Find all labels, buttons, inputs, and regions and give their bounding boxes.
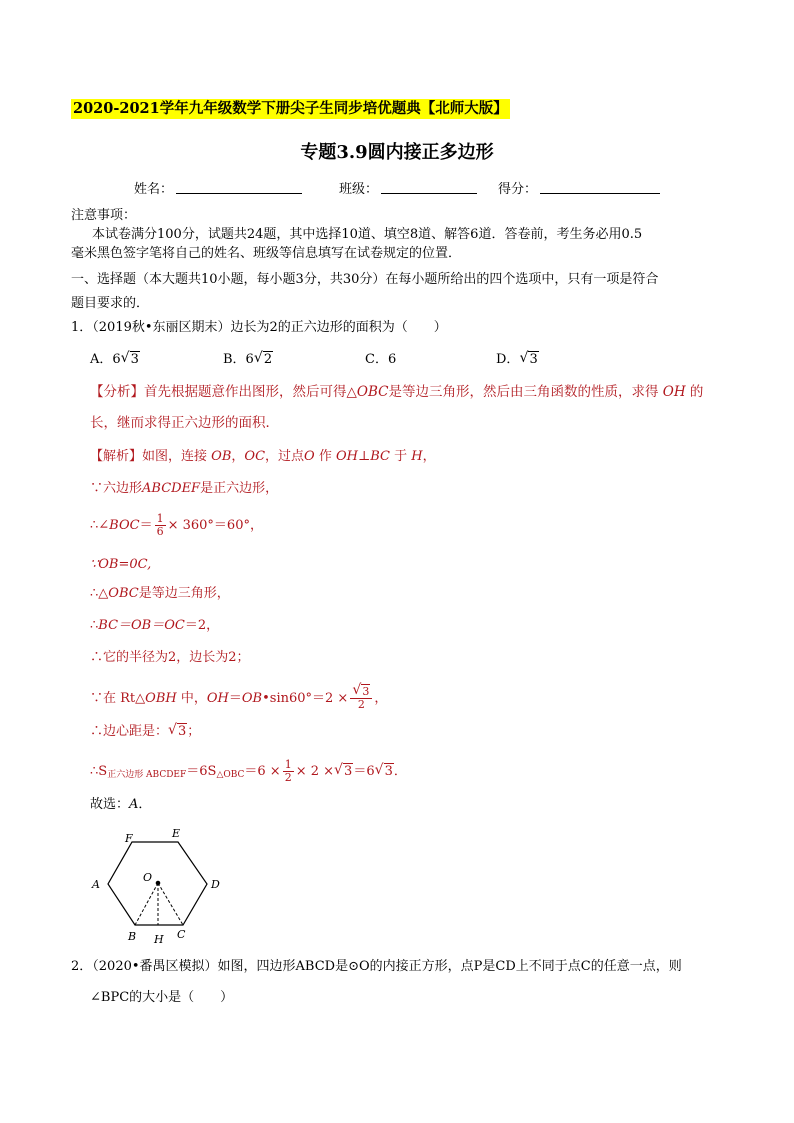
option-c: C．6 [365, 352, 397, 367]
solution-line-10 [90, 759, 407, 785]
solution-text: ∴S [90, 764, 108, 779]
fraction-numerator: 1 [284, 758, 292, 771]
option-d [496, 350, 539, 370]
option-a-radicand: 3 [130, 352, 139, 367]
analysis-text: 首先根据题意作出图形，然后可得△ [144, 384, 357, 400]
math-var: H [411, 449, 423, 464]
vertex-label-b: B [128, 930, 137, 943]
solution-line-1 [90, 447, 436, 467]
solution-text: ＝2， [184, 618, 220, 633]
fraction-numerator: 1 [156, 512, 164, 525]
vertex-label-a: A [92, 878, 100, 891]
page-title: 专题3.9圆内接正多边形 [300, 142, 494, 163]
math-var: OB [241, 691, 263, 706]
sqrt-symbol [335, 762, 353, 782]
solution-text: 如图，连接 [142, 449, 208, 464]
analysis-text: 的 [689, 384, 704, 400]
math-var: BC＝OB＝OC [98, 618, 185, 633]
math-var: BOC [109, 518, 140, 533]
solution-text: ＝ [228, 691, 242, 706]
fraction-numerator [350, 686, 372, 699]
solution-text: ＝6S [186, 764, 217, 779]
math-var: O [304, 449, 315, 464]
fraction-denominator: 2 [284, 771, 292, 784]
score-field[interactable] [540, 193, 660, 194]
notice-line-1: 本试卷满分100分，试题共24题，其中选择10道、填空8道、解答6道．答卷前，考生务必用0.5 [92, 227, 643, 242]
radicand: 3 [384, 764, 393, 779]
name-label: 姓名： [134, 182, 174, 197]
solution-text: ∴ [90, 618, 99, 633]
solution-text: ∴△ [90, 586, 109, 601]
subscript: 正六边形 ABCDEF [107, 770, 187, 780]
solution-line-5 [90, 584, 230, 604]
section-heading-line-2: 题目要求的． [71, 296, 150, 311]
math-var: ABCDEF [142, 481, 201, 496]
sqrt-symbol [376, 762, 394, 782]
notice-line-2: 毫米黑色签字笔将自己的姓名、班级等信息填写在试卷规定的位置． [71, 246, 462, 261]
vertex-label-e: E [172, 827, 181, 840]
subscript: △OBC [216, 770, 245, 780]
vertex-label-h: H [154, 933, 164, 946]
sqrt-symbol [255, 350, 273, 370]
solution-line-8 [90, 686, 387, 711]
solution-line-7: ∴它的半径为2，边长为2； [90, 650, 250, 665]
solution-tag: 【解析】 [90, 449, 143, 464]
sqrt-symbol [353, 686, 370, 698]
series-header-band: 2020-2021学年九年级数学下册尖子生同步培优题典【北师大版】 [73, 100, 508, 117]
option-b-label: B．6 [223, 352, 254, 367]
sqrt-symbol [122, 350, 140, 370]
solution-line-9 [90, 722, 200, 742]
solution-text: × 360°＝60°， [167, 518, 263, 533]
solution-text: ，过点 [265, 449, 305, 464]
hexagon-figure [85, 825, 230, 950]
answer-line [90, 795, 151, 815]
option-d-radicand: 3 [529, 352, 538, 367]
solution-line-4: ∵OB=0C, [90, 557, 152, 572]
solution-text: 是正六边形， [200, 481, 279, 496]
option-a [90, 350, 140, 370]
option-b [223, 350, 273, 370]
question-1-stem: 1．（2019秋•东丽区期末）边长为2的正六边形的面积为（ ） [71, 320, 447, 335]
solution-text: 于 [394, 449, 408, 464]
solution-line-3 [90, 513, 263, 538]
fraction [283, 759, 294, 784]
score-label: 得分： [498, 182, 538, 197]
vertex-label-d: D [211, 878, 220, 891]
solution-text: ． [393, 764, 407, 779]
math-var: OH⊥BC [336, 449, 390, 464]
solution-text: ∵在 Rt△ [90, 691, 146, 706]
radicand: 3 [344, 764, 353, 779]
solution-text: 作 [318, 449, 332, 464]
option-d-label: D． [496, 352, 520, 367]
sqrt-symbol [520, 350, 538, 370]
solution-text: ∴∠ [90, 518, 110, 533]
vertex-label-f: F [125, 832, 133, 845]
solution-text: •sin60°＝2 × [262, 691, 349, 706]
solution-line-6 [90, 616, 219, 636]
solution-text: ∴边心距是： [90, 724, 169, 739]
math-var: OBH [145, 691, 177, 706]
vertex-label-o: O [143, 871, 153, 884]
solution-text: ， [422, 449, 436, 464]
analysis-tag: 【分析】 [90, 384, 144, 400]
solution-text: ， [231, 449, 245, 464]
answer-choice: A [129, 797, 139, 812]
solution-text: ； [187, 724, 201, 739]
fraction-denominator: 6 [156, 525, 164, 538]
analysis-text: 是等边三角形，然后由三角函数的性质，求得 [388, 384, 659, 400]
math-var: OH [662, 384, 686, 400]
fraction [350, 686, 372, 711]
option-b-radicand: 2 [263, 352, 273, 367]
option-a-label: A．6 [90, 352, 121, 367]
math-var: OBC [356, 384, 389, 400]
solution-text: ＝6 × [244, 764, 281, 779]
sqrt-symbol [169, 722, 187, 742]
question-2-line-2: ∠BPC的大小是（ ） [90, 990, 234, 1005]
solution-text: ＝ [139, 518, 153, 533]
name-field[interactable] [176, 193, 302, 194]
vertex-label-c: C [177, 928, 186, 941]
solution-text: ＝6 [353, 764, 375, 779]
solution-text: × 2 × [295, 764, 335, 779]
answer-label: 故选： [90, 797, 130, 812]
analysis-line-1 [90, 382, 703, 402]
solution-text: 是等边三角形， [138, 586, 230, 601]
math-var: OB [211, 449, 232, 464]
segment-ob [135, 883, 158, 925]
solution-text: ∵六边形 [90, 481, 143, 496]
math-var: OC [244, 449, 266, 464]
analysis-line-2: 长，继而求得正六边形的面积． [90, 415, 279, 431]
notice-heading: 注意事项： [71, 208, 137, 223]
radicand: 3 [362, 685, 370, 698]
fraction [155, 513, 166, 538]
math-var: OBC [108, 586, 139, 601]
segment-oc [158, 883, 183, 925]
class-label: 班级： [339, 182, 379, 197]
center-point-o [156, 881, 161, 886]
solution-text: ， [374, 691, 388, 706]
answer-text: ． [138, 797, 152, 812]
question-2-line-1: 2．（2020•番禺区模拟）如图，四边形ABCD是⊙O的内接正方形，点P是CD上不同于点C的任意一点，则 [71, 959, 682, 974]
fraction-denominator: 2 [357, 698, 365, 711]
section-heading-line-1: 一、选择题（本大题共10小题，每小题3分，共30分）在每小题所给出的四个选项中，只有一项是符合 [71, 272, 659, 287]
class-field[interactable] [381, 193, 477, 194]
radicand: 3 [178, 724, 187, 739]
solution-text: 中， [180, 691, 207, 706]
math-var: OH [206, 691, 229, 706]
solution-line-2 [90, 479, 278, 499]
